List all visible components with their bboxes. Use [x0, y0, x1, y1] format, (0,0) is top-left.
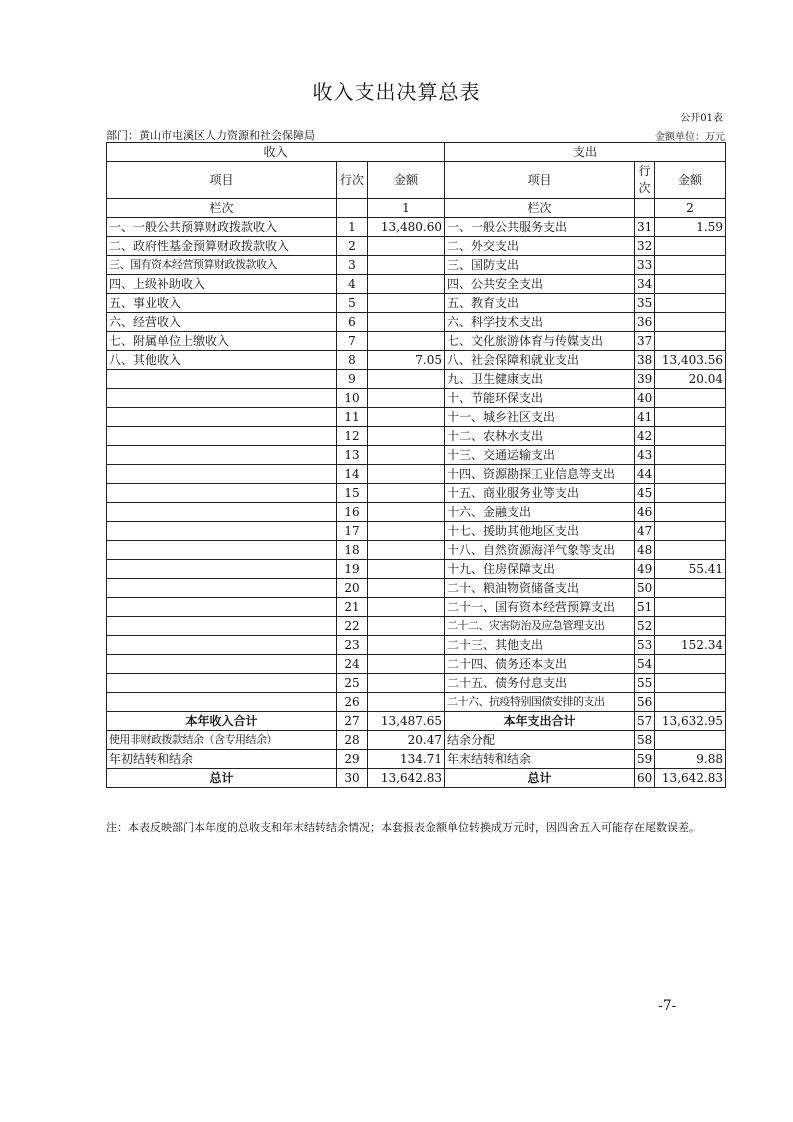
- expense-item-cell: 二十五、债务付息支出: [445, 674, 635, 693]
- income-amount-cell: [368, 256, 445, 275]
- expense-item-cell: 二十、粮油物资储备支出: [445, 579, 635, 598]
- income-row-no-cell: 18: [337, 541, 368, 560]
- income-amount-cell: 20.47: [368, 731, 445, 750]
- income-amount-cell: 7.05: [368, 351, 445, 370]
- expense-row-no-cell: 46: [635, 503, 655, 522]
- expense-column-index-label: 栏次: [445, 199, 635, 218]
- expense-amount-cell: 55.41: [655, 560, 726, 579]
- table-row: [107, 731, 726, 750]
- expense-item-cell: 二、外交支出: [445, 237, 635, 256]
- expense-row-no-cell: 48: [635, 541, 655, 560]
- expense-amount-header: 金额: [655, 162, 726, 199]
- expense-amount-cell: [655, 313, 726, 332]
- table-row: [107, 294, 726, 313]
- expense-amount-cell: 13,632.95: [655, 712, 726, 731]
- expense-amount-cell: [655, 617, 726, 636]
- income-item-cell: [107, 389, 337, 408]
- expense-item-cell: 二十四、债务还本支出: [445, 655, 635, 674]
- expense-row-no-cell: 58: [635, 731, 655, 750]
- income-amount-cell: [368, 541, 445, 560]
- income-amount-cell: [368, 294, 445, 313]
- table-row: [107, 617, 726, 636]
- expense-amount-cell: [655, 541, 726, 560]
- income-item-cell: 五、事业收入: [107, 294, 337, 313]
- table-row: [107, 503, 726, 522]
- income-item-cell: 七、附属单位上缴收入: [107, 332, 337, 351]
- income-row-no-header: 行次: [337, 162, 368, 199]
- income-row-no-cell: 21: [337, 598, 368, 617]
- table-row: [107, 237, 726, 256]
- income-row-no-cell: 7: [337, 332, 368, 351]
- income-amount-cell: 13,480.60: [368, 218, 445, 237]
- expense-amount-cell: [655, 389, 726, 408]
- income-row-no-cell: 28: [337, 731, 368, 750]
- expense-item-cell: 七、文化旅游体育与传媒支出: [445, 332, 635, 351]
- column-header-row: [107, 162, 726, 199]
- income-amount-cell: [368, 313, 445, 332]
- income-item-cell: [107, 693, 337, 712]
- empty-cell: [635, 199, 655, 218]
- expense-row-no-cell: 56: [635, 693, 655, 712]
- income-row-no-cell: 10: [337, 389, 368, 408]
- income-item-cell: [107, 484, 337, 503]
- expense-row-no-cell: 33: [635, 256, 655, 275]
- income-item-cell: 三、国有资本经营预算财政拨款收入: [107, 256, 337, 275]
- expense-amount-cell: 20.04: [655, 370, 726, 389]
- income-amount-cell: [368, 503, 445, 522]
- income-amount-cell: [368, 522, 445, 541]
- expense-amount-cell: 13,403.56: [655, 351, 726, 370]
- expense-item-cell: 十五、商业服务业等支出: [445, 484, 635, 503]
- expense-column-index-value: 2: [655, 199, 726, 218]
- expense-amount-cell: [655, 427, 726, 446]
- income-item-cell: [107, 617, 337, 636]
- table-row: [107, 655, 726, 674]
- amount-unit-label: 金额单位：万元: [655, 132, 725, 143]
- income-item-cell: [107, 427, 337, 446]
- footnote: 注：本表反映部门本年度的总收支和年末结转结余情况；本套报表金额单位转换成万元时，因四舍五入可能存在尾数误差。: [106, 821, 700, 834]
- income-amount-cell: [368, 275, 445, 294]
- expense-row-no-cell: 32: [635, 237, 655, 256]
- income-item-cell: 一、一般公共预算财政拨款收入: [107, 218, 337, 237]
- income-amount-cell: 13,487.65: [368, 712, 445, 731]
- expense-row-no-cell: 44: [635, 465, 655, 484]
- income-item-cell: 四、上级补助收入: [107, 275, 337, 294]
- expense-amount-cell: [655, 655, 726, 674]
- section-header-row: [107, 143, 726, 162]
- income-row-no-cell: 30: [337, 769, 368, 788]
- expense-amount-cell: [655, 522, 726, 541]
- expense-row-no-cell: 55: [635, 674, 655, 693]
- expense-row-no-cell: 38: [635, 351, 655, 370]
- income-item-cell: [107, 636, 337, 655]
- expense-row-no-cell: 39: [635, 370, 655, 389]
- expense-item-cell: 结余分配: [445, 731, 635, 750]
- column-index-row: [107, 199, 726, 218]
- expense-item-header: 项目: [445, 162, 635, 199]
- expense-item-cell: 二十一、国有资本经营预算支出: [445, 598, 635, 617]
- table-row: [107, 484, 726, 503]
- income-row-no-cell: 13: [337, 446, 368, 465]
- income-row-no-cell: 29: [337, 750, 368, 769]
- expense-amount-cell: [655, 408, 726, 427]
- expense-item-cell: 十九、住房保障支出: [445, 560, 635, 579]
- expense-item-cell: 十四、资源勘探工业信息等支出: [445, 465, 635, 484]
- expense-item-cell: 十、节能环保支出: [445, 389, 635, 408]
- expense-item-cell: 九、卫生健康支出: [445, 370, 635, 389]
- income-amount-cell: [368, 560, 445, 579]
- income-section-header: 收入: [107, 143, 445, 162]
- table-row: [107, 446, 726, 465]
- expense-amount-cell: [655, 465, 726, 484]
- table-row: [107, 218, 726, 237]
- income-amount-cell: [368, 446, 445, 465]
- income-amount-cell: [368, 332, 445, 351]
- income-row-no-cell: 24: [337, 655, 368, 674]
- income-row-no-cell: 19: [337, 560, 368, 579]
- income-row-no-cell: 3: [337, 256, 368, 275]
- expense-item-cell: 十二、农林水支出: [445, 427, 635, 446]
- expense-row-no-cell: 37: [635, 332, 655, 351]
- expense-row-no-cell: 47: [635, 522, 655, 541]
- page-title: 收入支出决算总表: [312, 80, 481, 104]
- expense-amount-cell: [655, 503, 726, 522]
- income-item-cell: [107, 503, 337, 522]
- table-row: [107, 389, 726, 408]
- expense-item-cell: 八、社会保障和就业支出: [445, 351, 635, 370]
- income-column-index-value: 1: [368, 199, 445, 218]
- income-row-no-cell: 26: [337, 693, 368, 712]
- income-item-cell: [107, 408, 337, 427]
- income-item-cell: 使用非财政拨款结余（含专用结余）: [107, 731, 337, 750]
- expense-row-no-cell: 31: [635, 218, 655, 237]
- income-row-no-cell: 11: [337, 408, 368, 427]
- expense-item-cell: 十一、城乡社区支出: [445, 408, 635, 427]
- income-item-cell: [107, 655, 337, 674]
- expense-row-no-cell: 54: [635, 655, 655, 674]
- income-amount-cell: [368, 427, 445, 446]
- table-row: [107, 579, 726, 598]
- income-amount-header: 金额: [368, 162, 445, 199]
- expense-item-cell: 四、公共安全支出: [445, 275, 635, 294]
- income-amount-cell: [368, 636, 445, 655]
- income-row-no-cell: 14: [337, 465, 368, 484]
- income-item-cell: [107, 465, 337, 484]
- expense-amount-cell: 13,642.83: [655, 769, 726, 788]
- income-item-cell: [107, 598, 337, 617]
- expense-item-cell: 本年支出合计: [445, 712, 635, 731]
- income-row-no-cell: 1: [337, 218, 368, 237]
- expense-row-no-cell: 36: [635, 313, 655, 332]
- income-amount-cell: 134.71: [368, 750, 445, 769]
- table-row: [107, 693, 726, 712]
- empty-cell: [337, 199, 368, 218]
- expense-item-cell: 二十三、其他支出: [445, 636, 635, 655]
- table-row: [107, 541, 726, 560]
- income-row-no-cell: 23: [337, 636, 368, 655]
- income-amount-cell: [368, 617, 445, 636]
- income-amount-cell: [368, 237, 445, 256]
- expense-row-no-cell: 34: [635, 275, 655, 294]
- expense-row-no-cell: 42: [635, 427, 655, 446]
- income-row-no-cell: 8: [337, 351, 368, 370]
- expense-row-no-cell: 51: [635, 598, 655, 617]
- income-row-no-cell: 22: [337, 617, 368, 636]
- income-amount-cell: [368, 370, 445, 389]
- income-row-no-cell: 16: [337, 503, 368, 522]
- expense-amount-cell: [655, 731, 726, 750]
- income-item-cell: 八、其他收入: [107, 351, 337, 370]
- income-amount-cell: [368, 598, 445, 617]
- table-row: [107, 408, 726, 427]
- income-row-no-cell: 20: [337, 579, 368, 598]
- expense-row-no-cell: 35: [635, 294, 655, 313]
- income-row-no-cell: 25: [337, 674, 368, 693]
- expense-amount-cell: [655, 275, 726, 294]
- expense-item-cell: 年末结转和结余: [445, 750, 635, 769]
- table-row: [107, 313, 726, 332]
- department-label: 部门：黄山市屯溪区人力资源和社会保障局: [106, 129, 315, 142]
- expense-row-no-cell: 41: [635, 408, 655, 427]
- income-row-no-cell: 2: [337, 237, 368, 256]
- expense-item-cell: 一、一般公共服务支出: [445, 218, 635, 237]
- table-row: [107, 636, 726, 655]
- expense-amount-cell: 9.88: [655, 750, 726, 769]
- expense-row-no-cell: 59: [635, 750, 655, 769]
- table-row: [107, 427, 726, 446]
- income-item-cell: [107, 370, 337, 389]
- income-column-index-label: 栏次: [107, 199, 337, 218]
- income-row-no-cell: 4: [337, 275, 368, 294]
- expense-amount-cell: [655, 674, 726, 693]
- table-row: [107, 465, 726, 484]
- income-row-no-cell: 27: [337, 712, 368, 731]
- table-row: [107, 674, 726, 693]
- page-number: -7-: [658, 998, 677, 1014]
- table-row: [107, 769, 726, 788]
- income-row-no-cell: 5: [337, 294, 368, 313]
- income-amount-cell: [368, 408, 445, 427]
- income-item-cell: 年初结转和结余: [107, 750, 337, 769]
- income-expense-table: [106, 142, 726, 788]
- income-amount-cell: [368, 484, 445, 503]
- table-row: [107, 712, 726, 731]
- expense-item-cell: 总计: [445, 769, 635, 788]
- expense-amount-cell: [655, 332, 726, 351]
- income-amount-cell: 13,642.83: [368, 769, 445, 788]
- expense-row-no-cell: 43: [635, 446, 655, 465]
- expense-item-cell: 十七、援助其他地区支出: [445, 522, 635, 541]
- expense-item-cell: 十八、自然资源海洋气象等支出: [445, 541, 635, 560]
- table-row: [107, 750, 726, 769]
- expense-item-cell: 十三、交通运输支出: [445, 446, 635, 465]
- expense-amount-cell: [655, 237, 726, 256]
- expense-amount-cell: [655, 294, 726, 313]
- income-item-cell: [107, 674, 337, 693]
- income-item-cell: [107, 579, 337, 598]
- income-item-cell: 本年收入合计: [107, 712, 337, 731]
- expense-item-cell: 六、科学技术支出: [445, 313, 635, 332]
- income-item-cell: 二、政府性基金预算财政拨款收入: [107, 237, 337, 256]
- income-row-no-cell: 17: [337, 522, 368, 541]
- table-row: [107, 275, 726, 294]
- table-row: [107, 351, 726, 370]
- table-row: [107, 332, 726, 351]
- income-row-no-cell: 9: [337, 370, 368, 389]
- expense-row-no-cell: 53: [635, 636, 655, 655]
- expense-item-cell: 五、教育支出: [445, 294, 635, 313]
- expense-amount-cell: 152.34: [655, 636, 726, 655]
- expense-row-no-cell: 52: [635, 617, 655, 636]
- income-item-cell: [107, 560, 337, 579]
- expense-row-no-cell: 49: [635, 560, 655, 579]
- table-row: [107, 560, 726, 579]
- expense-section-header: 支出: [445, 143, 726, 162]
- income-amount-cell: [368, 655, 445, 674]
- table-row: [107, 598, 726, 617]
- income-amount-cell: [368, 389, 445, 408]
- expense-item-cell: 十六、金融支出: [445, 503, 635, 522]
- expense-amount-cell: [655, 446, 726, 465]
- expense-item-cell: 二十六、抗疫特别国债安排的支出: [445, 693, 635, 712]
- expense-amount-cell: [655, 693, 726, 712]
- expense-row-no-cell: 50: [635, 579, 655, 598]
- expense-row-no-header: 行 次: [635, 162, 655, 199]
- income-item-cell: 六、经营收入: [107, 313, 337, 332]
- expense-amount-cell: [655, 579, 726, 598]
- table-row: [107, 256, 726, 275]
- expense-amount-cell: [655, 598, 726, 617]
- expense-item-cell: 二十二、灾害防治及应急管理支出: [445, 617, 635, 636]
- expense-row-no-cell: 60: [635, 769, 655, 788]
- income-item-cell: [107, 446, 337, 465]
- income-row-no-cell: 15: [337, 484, 368, 503]
- expense-amount-cell: [655, 484, 726, 503]
- table-row: [107, 522, 726, 541]
- income-amount-cell: [368, 693, 445, 712]
- income-amount-cell: [368, 465, 445, 484]
- table-row: [107, 370, 726, 389]
- expense-row-no-cell: 57: [635, 712, 655, 731]
- income-item-cell: [107, 541, 337, 560]
- expense-row-no-cell: 40: [635, 389, 655, 408]
- income-row-no-cell: 12: [337, 427, 368, 446]
- expense-row-no-cell: 45: [635, 484, 655, 503]
- expense-amount-cell: [655, 256, 726, 275]
- income-item-header: 项目: [107, 162, 337, 199]
- form-number: 公开01表: [680, 113, 723, 124]
- income-amount-cell: [368, 579, 445, 598]
- income-amount-cell: [368, 674, 445, 693]
- income-item-cell: 总计: [107, 769, 337, 788]
- expense-amount-cell: 1.59: [655, 218, 726, 237]
- income-row-no-cell: 6: [337, 313, 368, 332]
- expense-item-cell: 三、国防支出: [445, 256, 635, 275]
- income-item-cell: [107, 522, 337, 541]
